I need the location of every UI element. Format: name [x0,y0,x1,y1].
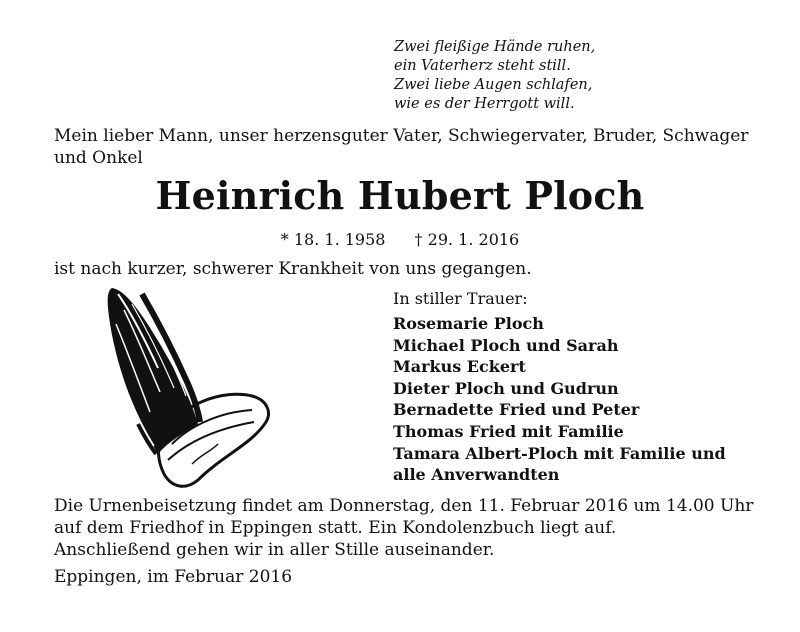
place-date: Eppingen, im Februar 2016 [54,567,293,587]
poem-line: ein Vaterherz steht still. [394,58,571,74]
intro-text: Mein lieber Mann, unser herzensguter Vater, Schwiegervater, Bruder, Schwager und Onkel [54,126,749,168]
poem-line: Zwei liebe Augen schlafen, [394,77,593,93]
mourner-name: alle Anverwandten [393,465,560,485]
mourner-name: Bernadette Fried und Peter [393,400,640,420]
burial-line: Die Urnenbeisetzung findet am Donnerstag, den 11. Februar 2016 um 14.00 Uhr [54,496,754,516]
mourner-name: Tamara Albert-Ploch mit Familie und [393,443,726,463]
mourner-name: Markus Eckert [393,357,526,377]
mourner-name: Dieter Ploch und Gudrun [393,378,619,398]
burial-notice [54,495,774,561]
birth-date: * 18. 1. 1958 [280,230,386,249]
poem [394,38,774,114]
life-dates [0,229,800,251]
burial-line: auf dem Friedhof in Eppingen statt. Ein Kondolenzbuch liegt auf. [54,518,617,538]
mourners-list [393,288,773,486]
deceased-name: Heinrich Hubert Ploch [155,173,645,218]
burial-line: Anschließend gehen wir in aller Stille auseinander. [54,540,495,560]
mourners-label: In stiller Trauer: [393,289,528,308]
mourner-name: Michael Ploch und Sarah [393,335,619,355]
poem-line: wie es der Herrgott will. [394,96,575,112]
praying-hands-icon [102,284,272,492]
death-date: † 29. 1. 2016 [414,230,520,249]
mourner-name: Thomas Fried mit Familie [393,421,624,441]
passed-text: ist nach kurzer, schwerer Krankheit von uns gegangen. [54,259,532,279]
poem-line: Zwei fleißige Hände ruhen, [394,39,596,55]
mourner-name: Rosemarie Ploch [393,314,544,333]
